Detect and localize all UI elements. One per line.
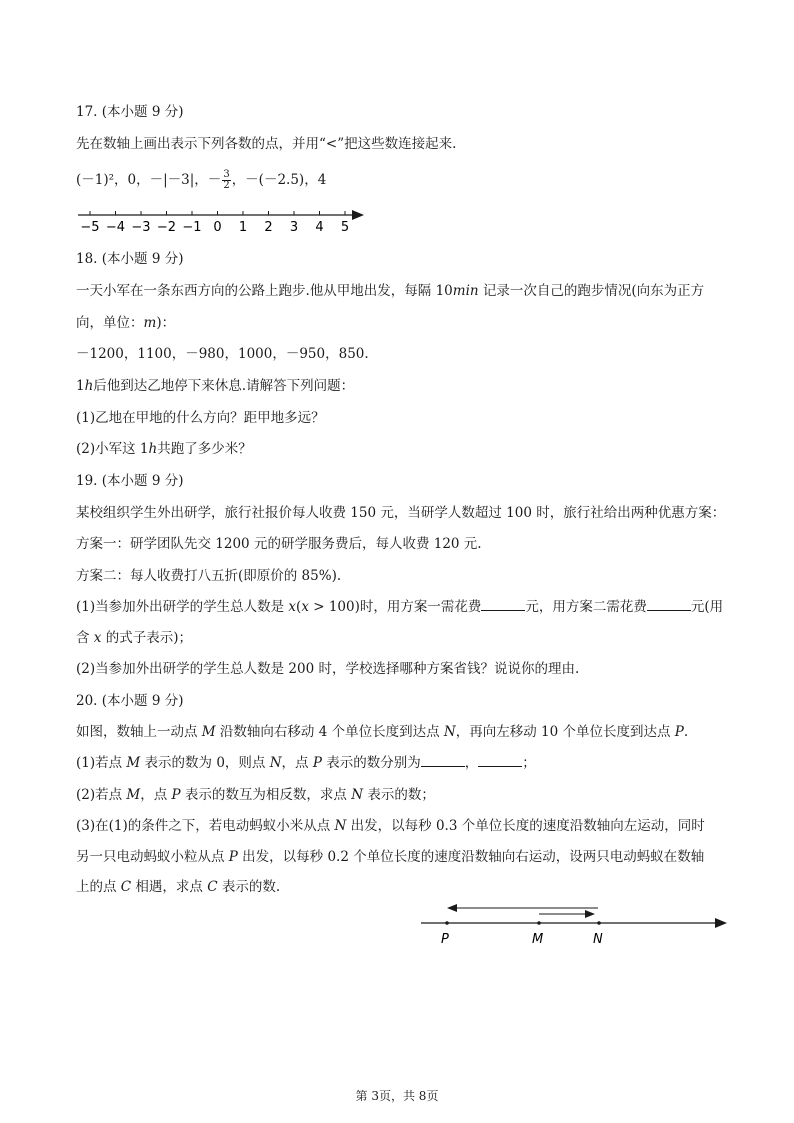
axis-tick-label: −2 bbox=[156, 220, 177, 235]
q19-question-1: (1)当参加外出研学的学生总人数是 x(x > 100)时，用方案一需花费 元，用方案二需花费 元(用 bbox=[76, 599, 724, 615]
axis-tick-label: 4 bbox=[315, 220, 324, 235]
q18-text-2: 向，单位：m)： bbox=[76, 315, 176, 331]
q18-text-1: 一天小军在一条东西方向的公路上跑步.他从甲地出发，每隔 10min 记录一次自己的跑步情况(向东为正方 bbox=[76, 283, 705, 299]
q19-plan-2: 方案二：每人收费打八五折(即原价的 85%). bbox=[76, 568, 342, 584]
axis-tick-label: −5 bbox=[80, 220, 100, 235]
q18-data: －1200，1100，－980，1000，－950，850. bbox=[76, 346, 369, 362]
q19-header: 19. (本小题 9 分) bbox=[76, 473, 184, 489]
axis-tick-label: 0 bbox=[213, 220, 222, 235]
axis-arrow bbox=[352, 210, 364, 220]
axis-tick-label: 3 bbox=[289, 220, 299, 235]
arrow-n-to-p-head bbox=[447, 904, 457, 912]
point-n bbox=[597, 921, 601, 925]
q20-axis-arrow bbox=[715, 918, 727, 928]
label-n: N bbox=[593, 932, 603, 947]
q19-question-1-cont: 含 x 的式子表示)； bbox=[76, 630, 192, 646]
arrow-m-to-n-head bbox=[585, 910, 595, 918]
q20-question-3-line-2: 另一只电动蚂蚁小粒从点 P 出发，以每秒 0.2 个单位长度的速度沿数轴向右运动，设两只电动蚂蚁在数轴 bbox=[76, 849, 705, 865]
q19-plan-1: 方案一：研学团队先交 1200 元的研学服务费后，每人收费 120 元. bbox=[76, 536, 482, 552]
q20-figure bbox=[415, 895, 735, 950]
axis-tick-label: 1 bbox=[238, 220, 248, 235]
q20-question-3-line-3: 上的点 C 相遇，求点 C 表示的数. bbox=[76, 879, 281, 895]
q18-question-1: (1)乙地在甲地的什么方向？距甲地多远？ bbox=[76, 410, 325, 426]
axis-tick-label: −1 bbox=[182, 220, 202, 235]
q20-question-3-line-1: (3)在(1)的条件之下，若电动蚂蚁小米从点 N 出发，以每秒 0.3 个单位长度的速度沿数轴向左运动，同时 bbox=[76, 818, 705, 834]
q19-text: 某校组织学生外出研学，旅行社报价每人收费 150 元，当研学人数超过 100 时，旅行社给出两种优惠方案： bbox=[76, 505, 726, 521]
q17-instruction: 先在数轴上画出表示下列各数的点，并用“<”把这些数连接起来. bbox=[76, 136, 457, 152]
axis-tick-label: −3 bbox=[131, 220, 151, 235]
q17-number-line bbox=[70, 203, 370, 239]
page-footer: 第 3页，共 8页 bbox=[355, 1089, 439, 1103]
label-m: M bbox=[532, 932, 544, 947]
axis-tick-label: 2 bbox=[264, 220, 273, 235]
answer-blank[interactable] bbox=[421, 754, 465, 767]
axis-tick-label: −4 bbox=[105, 220, 126, 235]
q18-question-2: (2)小军这 1h共跑了多少米？ bbox=[76, 441, 252, 457]
q19-question-2: (2)当参加外出研学的学生总人数是 200 时，学校选择哪种方案省钱？说说你的理由. bbox=[76, 661, 580, 677]
axis-tick-label: 5 bbox=[340, 220, 350, 235]
answer-blank[interactable] bbox=[481, 598, 525, 611]
q18-text-3: 1h后他到达乙地停下来休息.请解答下列问题： bbox=[76, 378, 355, 394]
label-p: P bbox=[441, 932, 449, 947]
q20-header: 20. (本小题 9 分) bbox=[76, 693, 184, 709]
q17-numbers: (－1)²，0，－|－3|，－ $\frac{3}{2}$ ，－(－2.5)，4 bbox=[76, 169, 327, 191]
fraction-three-halves: $\frac{3}{2}$ bbox=[223, 169, 230, 191]
q20-text: 如图，数轴上一动点 M 沿数轴向右移动 4 个单位长度到达点 N，再向左移动 10 个单位长度到达点 P. bbox=[76, 724, 689, 740]
q20-question-1: (1)若点 M 表示的数为 0，则点 N，点 P 表示的数分别为 ， ； bbox=[76, 755, 536, 771]
point-m bbox=[537, 921, 541, 925]
answer-blank[interactable] bbox=[478, 754, 522, 767]
q18-header: 18. (本小题 9 分) bbox=[76, 251, 184, 267]
q17-header: 17. (本小题 9 分) bbox=[76, 104, 184, 120]
q20-question-2: (2)若点 M，点 P 表示的数互为相反数，求点 N 表示的数； bbox=[76, 787, 435, 803]
point-p bbox=[445, 921, 449, 925]
answer-blank[interactable] bbox=[647, 598, 691, 611]
